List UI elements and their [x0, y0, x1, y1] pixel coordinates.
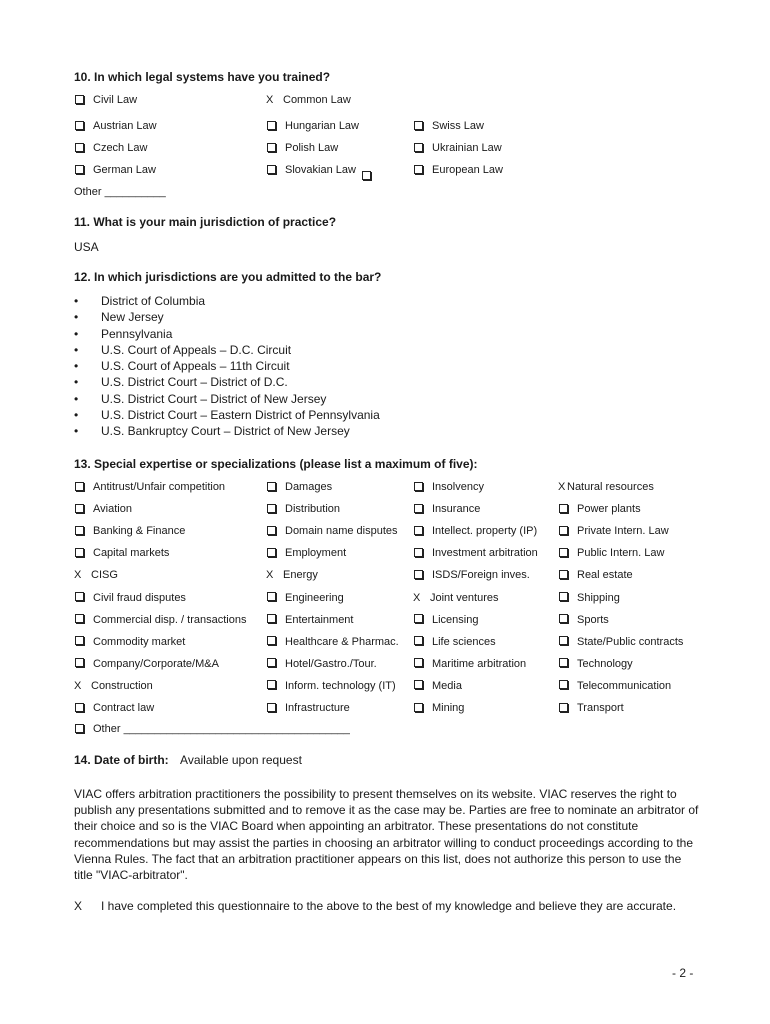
checkbox-icon[interactable]: [267, 482, 276, 491]
checked-mark-icon[interactable]: X: [74, 569, 82, 582]
list-item: [74, 374, 380, 390]
bullet-icon: •: [74, 310, 79, 325]
legal-system-option[interactable]: [413, 164, 503, 176]
jurisdiction-label: U.S. Bankruptcy Court – District of New Jersey: [101, 424, 350, 439]
specializations-other-row[interactable]: [74, 723, 350, 735]
list-item: [74, 326, 380, 342]
specialization-option[interactable]: [413, 569, 530, 581]
specialization-option[interactable]: [74, 636, 185, 648]
checkbox-icon[interactable]: [414, 121, 423, 130]
legal-system-option[interactable]: [413, 142, 502, 154]
checkbox-icon[interactable]: [414, 504, 423, 513]
specialization-option[interactable]: [74, 680, 153, 692]
option-label: Engineering: [285, 591, 344, 604]
option-label: Joint ventures: [430, 591, 499, 604]
specialization-option[interactable]: [558, 636, 683, 648]
option-label: Sports: [577, 613, 609, 626]
list-item: [74, 358, 380, 374]
option-label: Private Intern. Law: [577, 525, 669, 538]
checked-mark-icon[interactable]: X: [74, 679, 82, 692]
specialization-option[interactable]: [266, 636, 399, 648]
list-item: [74, 423, 380, 439]
bullet-icon: •: [74, 326, 79, 341]
specialization-option[interactable]: [266, 702, 350, 714]
list-item: [74, 407, 380, 423]
checkbox-icon[interactable]: [75, 592, 84, 601]
list-item: [74, 391, 380, 407]
checkbox-icon[interactable]: [267, 121, 276, 130]
specialization-option[interactable]: [74, 658, 219, 670]
option-label: Austrian Law: [93, 120, 157, 132]
bullet-icon: •: [74, 408, 79, 423]
checkbox-icon[interactable]: [362, 171, 371, 180]
legal-system-option[interactable]: [74, 142, 147, 154]
list-item: [74, 342, 380, 358]
specializations-other: Other _____________________________________: [93, 723, 350, 735]
option-label: Capital markets: [93, 547, 170, 560]
bullet-icon: •: [74, 424, 79, 439]
option-label: Commercial disp. / transactions: [93, 613, 247, 626]
checkbox-icon[interactable]: [559, 614, 568, 623]
confirmation-statement: [74, 898, 700, 914]
specialization-option[interactable]: [558, 658, 633, 670]
jurisdiction-label: U.S. District Court – District of D.C.: [101, 375, 288, 390]
checkbox-icon[interactable]: [75, 614, 84, 623]
legal-system-option[interactable]: [74, 94, 137, 106]
option-label: Civil Law: [93, 94, 138, 106]
checkbox-icon[interactable]: [75, 636, 84, 645]
checkbox-icon[interactable]: [267, 143, 276, 152]
date-of-birth-answer: Available upon request: [180, 753, 302, 767]
option-label: Company/Corporate/M&A: [93, 657, 219, 670]
option-label: Infrastructure: [285, 702, 350, 714]
option-label: State/Public contracts: [577, 635, 684, 648]
specialization-option[interactable]: [558, 547, 664, 559]
checkbox-icon[interactable]: [559, 680, 568, 689]
legal-systems-other[interactable]: Other __________: [74, 186, 166, 198]
checked-mark-icon[interactable]: X: [266, 94, 274, 106]
specialization-option[interactable]: [74, 569, 118, 581]
question-14-title: 14. Date of birth:: [74, 753, 169, 767]
option-label: Banking & Finance: [93, 525, 186, 538]
checkbox-icon[interactable]: [267, 658, 276, 667]
legal-system-option[interactable]: [266, 164, 356, 176]
option-label: Transport: [577, 702, 624, 714]
checkbox-icon[interactable]: [75, 548, 84, 557]
checkbox-icon[interactable]: [414, 614, 423, 623]
checkbox-icon[interactable]: [267, 614, 276, 623]
checkbox-icon[interactable]: [75, 658, 84, 667]
checkbox-icon[interactable]: [75, 504, 84, 513]
option-label: Entertainment: [285, 613, 354, 626]
option-label: Hungarian Law: [285, 120, 359, 132]
option-label: CISG: [91, 569, 118, 582]
specialization-option[interactable]: [558, 503, 641, 515]
option-label: European Law: [432, 164, 503, 176]
specialization-option[interactable]: [413, 702, 464, 714]
option-label: Intellect. property (IP): [432, 525, 538, 538]
specialization-option[interactable]: [266, 614, 353, 626]
option-label: Insurance: [432, 503, 481, 516]
specialization-option[interactable]: [74, 614, 246, 626]
option-label: Energy: [283, 569, 318, 582]
checkbox-icon[interactable]: [267, 680, 276, 689]
specialization-option[interactable]: [266, 592, 344, 604]
specialization-option[interactable]: [558, 525, 669, 537]
jurisdiction-label: New Jersey: [101, 310, 164, 325]
legal-system-option[interactable]: [266, 142, 338, 154]
option-label: Power plants: [577, 503, 641, 516]
checkbox-icon[interactable]: [75, 121, 84, 130]
option-label: Polish Law: [285, 142, 339, 154]
checked-mark-icon[interactable]: X: [266, 569, 274, 582]
checkbox-icon[interactable]: [559, 592, 568, 601]
specialization-option[interactable]: [413, 547, 538, 559]
specialization-option[interactable]: [558, 569, 633, 581]
specialization-option[interactable]: [266, 503, 340, 515]
main-jurisdiction-answer: USA: [74, 240, 99, 254]
confirmation-check-mark[interactable]: X: [74, 899, 83, 913]
legal-system-option[interactable]: [413, 120, 484, 132]
jurisdiction-label: U.S. District Court – District of New Jersey: [101, 391, 327, 406]
specialization-option[interactable]: [266, 569, 318, 581]
jurisdiction-label: U.S. Court of Appeals – 11th Circuit: [101, 359, 290, 374]
list-item: [74, 309, 380, 325]
question-14-row: [74, 753, 302, 767]
checked-mark-icon[interactable]: X: [558, 481, 566, 493]
option-label: Mining: [432, 702, 465, 714]
option-label: Antitrust/Unfair competition: [93, 481, 226, 493]
specialization-option[interactable]: [413, 481, 484, 493]
checkbox-icon[interactable]: [414, 165, 423, 174]
checkbox-icon[interactable]: [267, 636, 276, 645]
specialization-option[interactable]: [74, 547, 169, 559]
option-label: Slovakian Law: [285, 164, 356, 176]
specialization-option[interactable]: [413, 503, 480, 515]
option-label: ISDS/Foreign inves.: [432, 569, 530, 582]
bullet-icon: •: [74, 294, 79, 308]
option-label: Shipping: [577, 591, 620, 604]
option-label: Domain name disputes: [285, 525, 398, 538]
option-label: Public Intern. Law: [577, 547, 665, 560]
checkbox-icon[interactable]: [75, 724, 84, 733]
option-label: Civil fraud disputes: [93, 591, 186, 604]
specialization-option[interactable]: [558, 592, 620, 604]
bullet-icon: •: [74, 375, 79, 390]
specialization-option[interactable]: [413, 636, 496, 648]
checkbox-icon[interactable]: [267, 703, 276, 712]
checkbox-icon[interactable]: [414, 143, 423, 152]
legal-system-option[interactable]: [266, 94, 351, 106]
specialization-option[interactable]: [558, 680, 671, 692]
specialization-option[interactable]: [74, 592, 186, 604]
legal-system-option[interactable]: [74, 164, 156, 176]
legal-system-option[interactable]: [74, 120, 157, 132]
checkbox-icon[interactable]: [267, 526, 276, 535]
specialization-option[interactable]: [74, 702, 154, 714]
option-label: Maritime arbitration: [432, 657, 527, 670]
option-label: Ukrainian Law: [432, 142, 502, 154]
option-label: Insolvency: [432, 481, 484, 493]
option-label: Technology: [577, 657, 633, 670]
specialization-option[interactable]: [266, 525, 398, 537]
option-label: Life sciences: [432, 635, 496, 648]
disclaimer-paragraph: VIAC offers arbitration practitioners the possibility to present themselves on its website. VIAC reserves the right to publish any presentations submitted and to remove it as the case may be. Parties are free to nominate an arbitrator of their choice and so is the VIAC Board when appointing an arbitrator. These presentations do not constitute recommendations but may assist the parties in choosing an arbitrator willing to conduct proceedings according to the Vienna Rules. The fact that an arbitration practitioner appears on this list, does not authorize this person to use the title "VIAC-arbitrator".: [74, 787, 699, 883]
checkbox-icon[interactable]: [414, 680, 423, 689]
checkbox-icon[interactable]: [559, 636, 568, 645]
checkbox-icon[interactable]: [414, 526, 423, 535]
option-label: Employment: [285, 547, 347, 560]
page-number: - 2 -: [672, 966, 694, 980]
specialization-option[interactable]: [266, 658, 377, 670]
jurisdiction-label: District of Columbia: [101, 294, 206, 308]
question-10-title: 10. In which legal systems have you trained?: [74, 70, 331, 84]
bar-admissions-list: [74, 293, 380, 440]
option-label: Media: [432, 679, 462, 692]
checked-mark-icon[interactable]: X: [413, 591, 421, 604]
checkbox-icon[interactable]: [559, 504, 568, 513]
specialization-option[interactable]: [558, 614, 609, 626]
checkbox-icon[interactable]: [414, 703, 423, 712]
option-label: Aviation: [93, 503, 132, 516]
checkbox-icon[interactable]: [414, 548, 423, 557]
checkbox-icon[interactable]: [559, 703, 568, 712]
checkbox-icon[interactable]: [75, 95, 84, 104]
checkbox-icon[interactable]: [267, 548, 276, 557]
checkbox-icon[interactable]: [559, 570, 568, 579]
option-label: Common Law: [283, 94, 351, 106]
bullet-icon: •: [74, 391, 79, 406]
checkbox-icon[interactable]: [559, 526, 568, 535]
checkbox-icon[interactable]: [267, 504, 276, 513]
specialization-option[interactable]: [413, 525, 537, 537]
specialization-option[interactable]: [413, 614, 478, 626]
specialization-option[interactable]: [413, 592, 498, 604]
bullet-icon: •: [74, 342, 79, 357]
jurisdiction-label: Pennsylvania: [101, 326, 173, 341]
specialization-option[interactable]: [266, 680, 396, 692]
specialization-option[interactable]: [413, 658, 526, 670]
option-label: Telecommunication: [577, 679, 672, 692]
checkbox-icon[interactable]: [414, 570, 423, 579]
specialization-option[interactable]: [74, 525, 185, 537]
specialization-option[interactable]: [74, 481, 225, 493]
specialization-option[interactable]: [413, 680, 462, 692]
option-label: Commodity market: [93, 635, 186, 648]
specialization-option[interactable]: [558, 481, 654, 493]
option-label: Inform. technology (IT): [285, 679, 396, 692]
question-12-title: 12. In which jurisdictions are you admitted to the bar?: [74, 270, 382, 284]
checkbox-icon[interactable]: [414, 636, 423, 645]
checkbox-icon[interactable]: [75, 482, 84, 491]
question-13-title: 13. Special expertise or specializations (please list a maximum of five):: [74, 457, 478, 471]
option-label: Licensing: [432, 613, 479, 626]
option-label: Contract law: [93, 702, 155, 714]
option-label: Distribution: [285, 503, 341, 516]
checkbox-icon[interactable]: [414, 482, 423, 491]
confirmation-text: I have completed this questionnaire to the above to the best of my knowledge and believe they are accurate.: [101, 899, 677, 913]
option-label: Swiss Law: [432, 120, 484, 132]
option-label: Hotel/Gastro./Tour.: [285, 657, 377, 670]
question-11-title: 11. What is your main jurisdiction of practice?: [74, 215, 337, 229]
specialization-option[interactable]: [266, 481, 332, 493]
option-label: Construction: [91, 679, 153, 692]
checkbox-icon[interactable]: [559, 548, 568, 557]
option-label: Czech Law: [93, 142, 148, 154]
checkbox-icon[interactable]: [75, 143, 84, 152]
specialization-option[interactable]: [266, 547, 346, 559]
option-label: Natural resources: [567, 481, 654, 493]
option-label: Real estate: [577, 569, 633, 582]
option-label: German Law: [93, 164, 156, 176]
jurisdiction-label: U.S. Court of Appeals – D.C. Circuit: [101, 342, 292, 357]
option-label: Investment arbitration: [432, 547, 538, 560]
checkbox-icon[interactable]: [75, 526, 84, 535]
checkbox-icon[interactable]: [267, 592, 276, 601]
checkbox-icon[interactable]: [414, 658, 423, 667]
option-label: Damages: [285, 481, 333, 493]
specialization-option[interactable]: [74, 503, 132, 515]
bullet-icon: •: [74, 359, 79, 374]
checkbox-icon[interactable]: [75, 703, 84, 712]
checkbox-icon[interactable]: [267, 165, 276, 174]
checkbox-icon[interactable]: [75, 165, 84, 174]
option-label: Healthcare & Pharmac.: [285, 635, 399, 648]
list-item: [74, 293, 380, 309]
checkbox-icon[interactable]: [559, 658, 568, 667]
jurisdiction-label: U.S. District Court – Eastern District of Pennsylvania: [101, 408, 380, 423]
legal-system-option[interactable]: [266, 120, 359, 132]
specialization-option[interactable]: [558, 702, 624, 714]
